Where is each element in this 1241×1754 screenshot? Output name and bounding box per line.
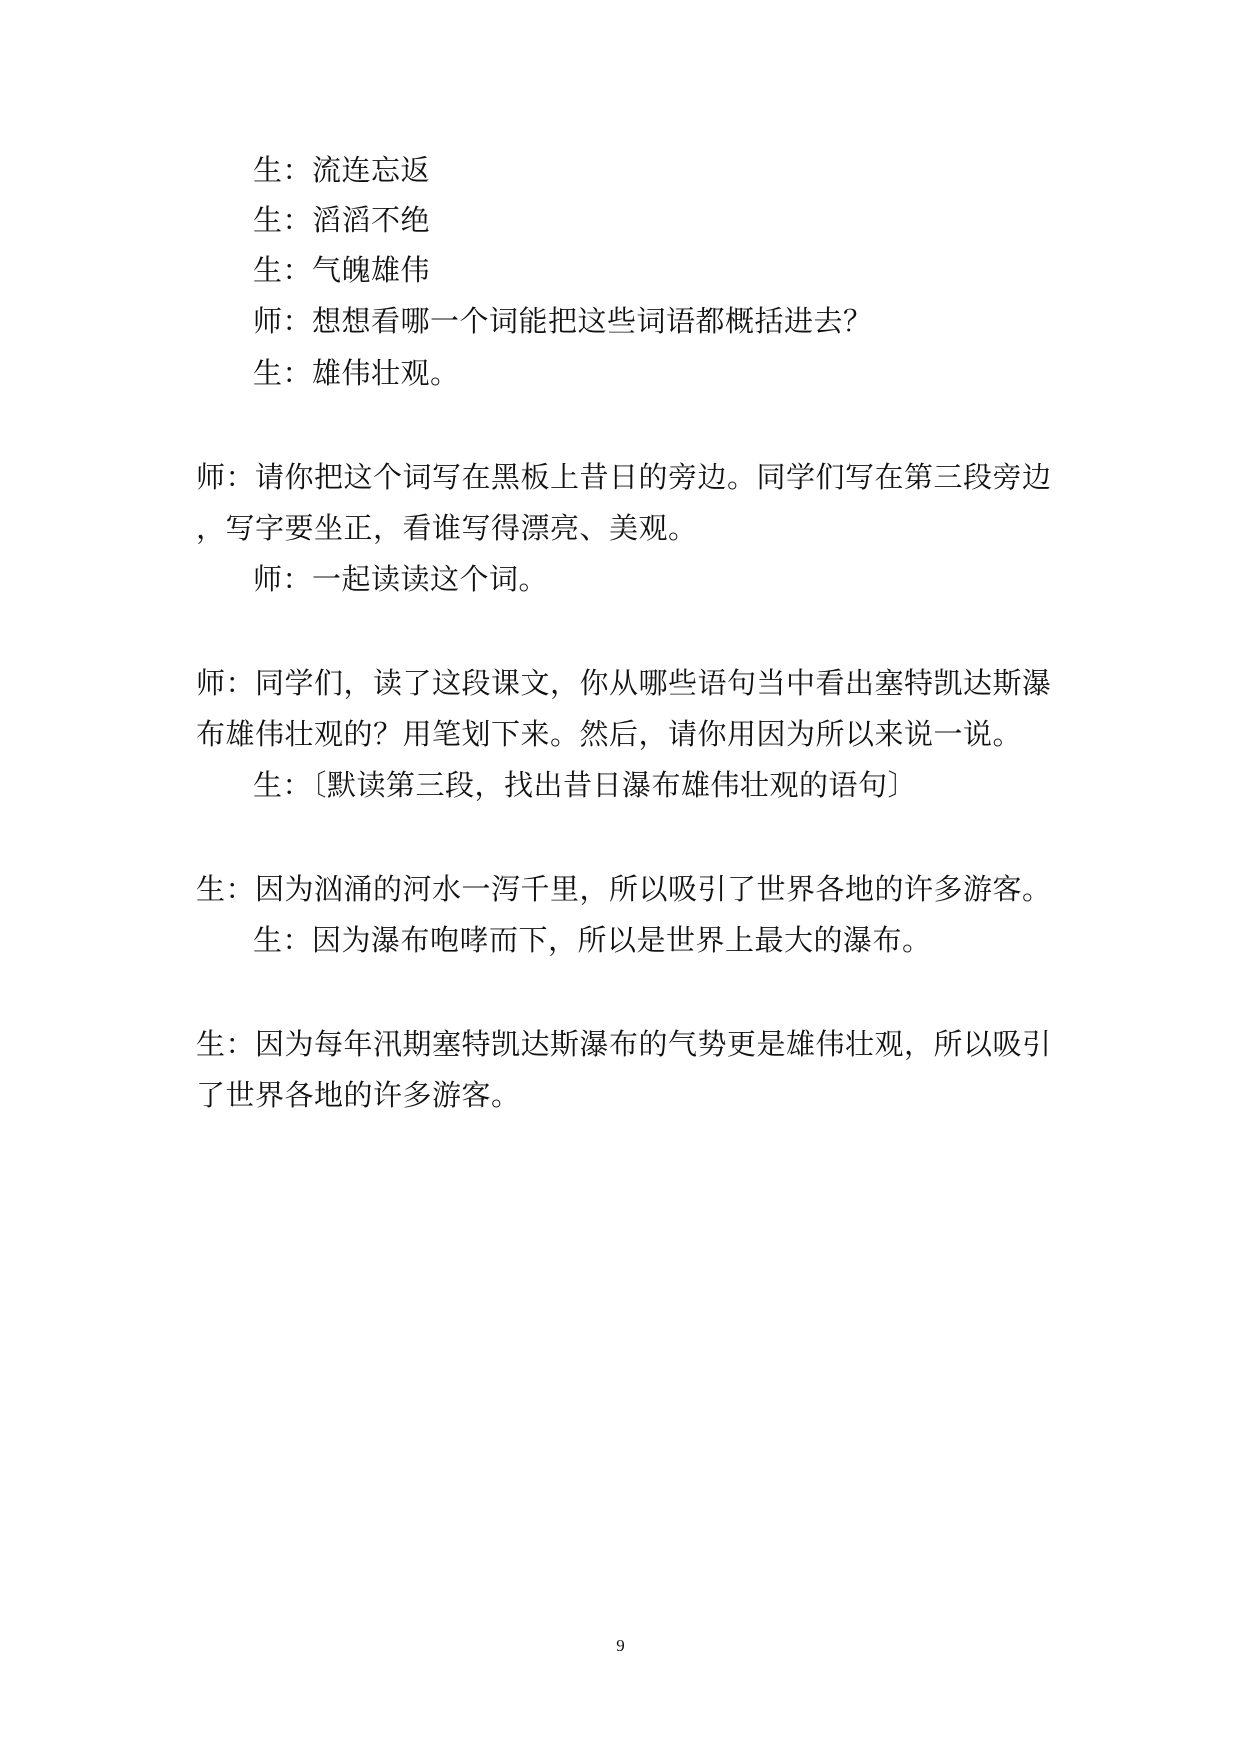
dialogue-line: 生：雄伟壮观。 bbox=[253, 356, 460, 390]
dialogue-line-continuation: 了世界各地的许多游客。 bbox=[196, 1078, 521, 1112]
dialogue-line: 生：流连忘返 bbox=[253, 153, 431, 187]
dialogue-line: 生：因为瀑布咆哮而下，所以是世界上最大的瀑布。 bbox=[253, 923, 932, 957]
dialogue-line: 生：滔滔不绝 bbox=[253, 203, 431, 237]
dialogue-line: 师：请你把这个词写在黑板上昔日的旁边。同学们写在第三段旁边 bbox=[196, 460, 1052, 494]
dialogue-line: 师：一起读读这个词。 bbox=[253, 562, 549, 596]
dialogue-line: 师：同学们，读了这段课文，你从哪些语句当中看出塞特凯达斯瀑 bbox=[196, 666, 1052, 700]
dialogue-line: 生：因为每年汛期塞特凯达斯瀑布的气势更是雄伟壮观，所以吸引 bbox=[196, 1027, 1052, 1061]
page-number: 9 bbox=[616, 1636, 625, 1655]
dialogue-line: 生：气魄雄伟 bbox=[253, 253, 431, 287]
dialogue-line: 生：因为汹涌的河水一泻千里，所以吸引了世界各地的许多游客。 bbox=[196, 872, 1052, 906]
dialogue-line-continuation: 布雄伟壮观的？用笔划下来。然后，请你用因为所以来说一说。 bbox=[196, 717, 1023, 751]
dialogue-line: 生：〔默读第三段，找出昔日瀑布雄伟壮观的语句〕 bbox=[253, 768, 918, 802]
dialogue-line-continuation: ，写字要坐正，看谁写得漂亮、美观。 bbox=[196, 511, 698, 545]
dialogue-line: 师：想想看哪一个词能把这些词语都概括进去？ bbox=[253, 304, 873, 338]
